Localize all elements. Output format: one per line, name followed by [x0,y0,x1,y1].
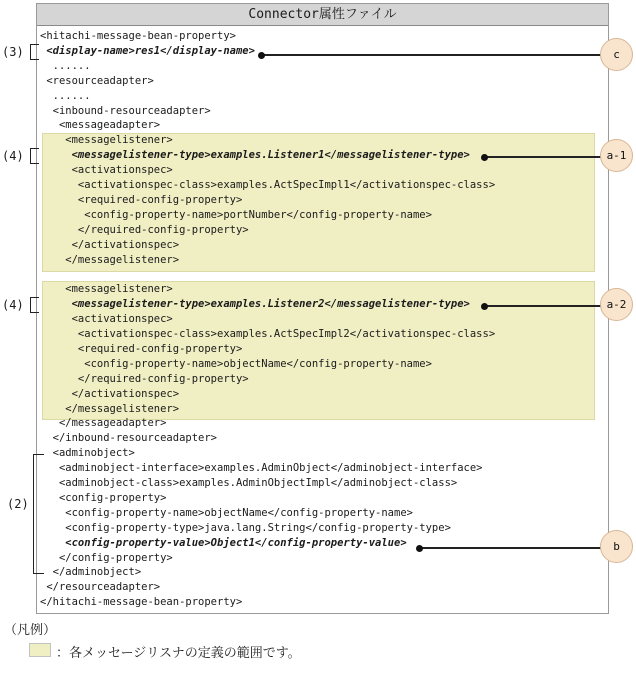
callout-line-c [260,54,617,56]
code-line: <config-property-name>objectName</config-property-name> [40,506,413,519]
code-line: <config-property> [40,491,167,504]
bracket-display-name [30,44,39,60]
code-line: <config-property-name>objectName</config-property-name> [40,357,432,370]
callout-circle-a1: a-1 [600,139,633,172]
code-line: <resourceadapter> [40,74,154,87]
code-line: </messagelistener> [40,402,180,415]
bracket-listener-type-2 [30,297,39,313]
bracket-label-3: (3) [2,45,24,59]
code-line: <messagelistener-type>examples.Listener2</messagelistener-type> [40,298,470,311]
code-line: </required-config-property> [40,223,249,236]
callout-circle-c: c [600,38,633,71]
code-line: </config-property> [40,551,173,564]
code-line: ...... [40,59,91,72]
code-line: </activationspec> [40,387,180,400]
bracket-label-2: (2) [7,497,29,511]
code-line: <messagelistener-type>examples.Listener1</messagelistener-type> [40,149,470,162]
code-line: <adminobject-interface>examples.AdminObject</adminobject-interface> [40,462,483,475]
code-line: <activationspec-class>examples.ActSpecImpl2</activationspec-class> [40,328,496,340]
legend-label: ：各メッセージリスナの定義の範囲です。 [56,646,301,661]
code-line: </inbound-resourceadapter> [40,432,218,445]
callout-line-a2 [483,305,617,307]
callout-line-a1 [483,156,617,158]
code-line: <hitachi-message-bean-property> [40,30,236,42]
code-line: <messageadapter> [40,119,161,132]
code-line: <config-property-type>java.lang.String</config-property-type> [40,521,451,534]
code-line: <adminobject-class>examples.AdminObjectImpl</adminobject-class> [40,477,458,489]
code-line: </resourceadapter> [40,581,161,594]
code-line: <inbound-resourceadapter> [40,104,211,117]
code-line: <activationspec> [40,164,173,177]
legend-highlight-swatch [29,643,51,657]
code-line: </messageadapter> [40,417,167,430]
bracket-label-4a: (4) [2,149,24,163]
code-line: <config-property-value>Object1</config-property-value> [40,536,407,549]
callout-circle-a2: a-2 [600,288,633,321]
code-line: <activationspec> [40,313,173,326]
code-line: <activationspec-class>examples.ActSpecImpl1</activationspec-class> [40,179,496,191]
code-line: </messagelistener> [40,253,180,266]
code-line: ...... [40,89,91,102]
bracket-listener-type-1 [30,148,39,164]
code-line: <required-config-property> [40,342,243,355]
bracket-label-4b: (4) [2,298,24,312]
code-line: </activationspec> [40,238,180,251]
code-line: <adminobject> [40,447,135,460]
code-line: <messagelistener> [40,134,173,147]
code-line: <display-name>res1</display-name> [40,44,255,57]
code-line: <messagelistener> [40,283,173,296]
callout-circle-b: b [600,530,633,563]
code-line: <required-config-property> [40,193,243,206]
file-title: Connector属性ファイル [37,4,608,26]
callout-line-b [418,547,617,549]
code-line: </hitachi-message-bean-property> [40,596,243,609]
code-line: <config-property-name>portNumber</config-property-name> [40,208,432,221]
legend-heading: （凡例） [4,623,57,638]
bracket-adminobject [33,454,44,574]
code-line: </adminobject> [40,566,142,579]
code-line: </required-config-property> [40,372,249,385]
